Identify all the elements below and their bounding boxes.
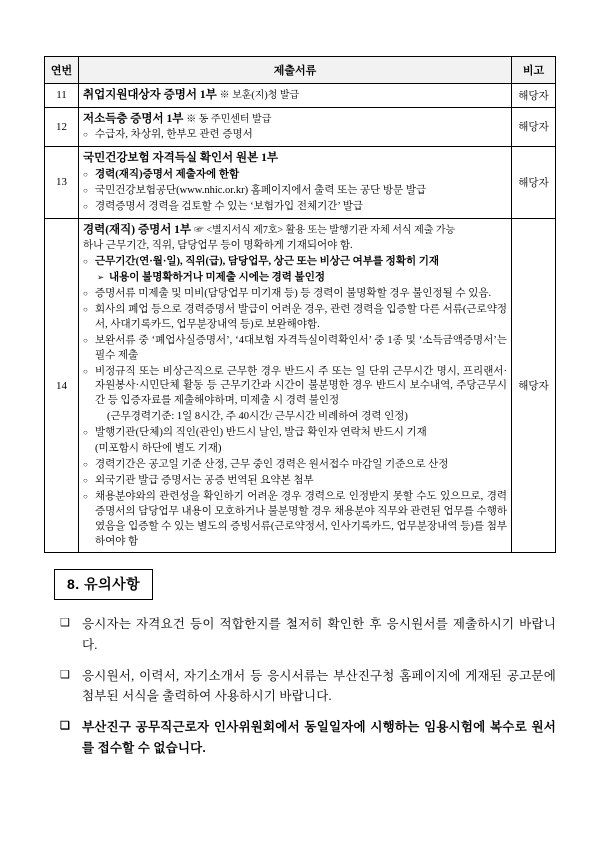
column-header-documents: 제출서류: [79, 57, 512, 84]
column-header-note: 비고: [512, 57, 556, 84]
list-item: [97, 271, 507, 286]
notice-item: [58, 614, 556, 655]
list-item-text: 내용이 불명확하거나 미제출 시에는 경력 불인정: [109, 272, 325, 284]
document-detail-list-2: [83, 287, 507, 409]
checkbox-bullet-icon: ❑: [60, 668, 71, 681]
table-row: [45, 84, 556, 108]
row-documents: [79, 147, 512, 218]
list-item: ○ 발행기관(단체)의 직인(관인) 반드시 날인, 발급 확인자 연락처 반드시 기재: [83, 426, 507, 441]
list-item: ○ 수급자, 차상위, 한부모 관련 증명서: [83, 128, 507, 143]
notice-list: [58, 614, 556, 758]
document-title-note: ※ 동 주민센터 발급: [186, 113, 272, 125]
column-header-no: 연번: [45, 57, 79, 84]
document-detail-list-3: [83, 426, 507, 441]
notice-item: [58, 666, 556, 707]
row-number: 13: [45, 147, 79, 218]
document-title-line: [83, 111, 507, 128]
list-item: [83, 255, 507, 270]
list-item: ○ 채용분야와의 관련성을 확인하기 어려운 경우 경력으로 인정받지 못할 수도 있으므로, 경력증명서의 담당업무 내용이 모호하거나 불분명할 경우 채용분야 직무와 관련된 업무를 수행하였음을 입증할 수 있는 별도의 증빙서류(근로약정서, 인사기록카드, 업무분장내역 등)를 첨부하여야 함: [83, 490, 507, 550]
notice-text: 부산진구 공무직근로자 인사위원회에서 동일일자에 시행하는 임용시험에 복수로 원서를 접수할 수 없습니다.: [82, 720, 556, 755]
table-row: [45, 147, 556, 218]
section-heading-wrap: [54, 569, 556, 600]
row-documents: [79, 84, 512, 108]
document-title: 저소득층 증명서 1부: [83, 112, 184, 125]
notice-item: [58, 717, 556, 758]
table-row: [45, 107, 556, 147]
document-title-line: [83, 222, 507, 239]
row-note: 해당자: [512, 218, 556, 553]
document-title: 취업지원대상자 증명서 1부: [83, 89, 217, 101]
list-item: ○ 경력증명서 경력을 검토할 수 있는 ‘보험가입 전체기간’ 발급: [83, 200, 507, 215]
document-title-line: [83, 150, 507, 167]
table-row: [45, 218, 556, 553]
section-heading: 8. 유의사항: [54, 569, 153, 600]
submission-documents-table: [44, 56, 556, 553]
list-item: ○ 비정규직 또는 비상근직으로 근무한 경우 반드시 주 또는 일 단위 근무시간 명시, 프리랜서·자원봉사·시민단체 활동 등 근무기간과 시간이 불분명한 경우 반드시 보수내역, 주당근무시간 등 입증자료를 제출해야하며, 미제출 시 경력 불인정: [83, 365, 507, 410]
list-item: ○ 경력기간은 공고일 기준 산정, 근무 중인 경력은 원서접수 마감일 기준으로 산정: [83, 458, 507, 473]
list-item: ○ 회사의 폐업 등으로 경력증명서 발급이 어려운 경우, 관련 경력을 입증할 다른 서류(근로약정서, 사대기록카드, 업무분장내역 등)로 보완해야함.: [83, 303, 507, 333]
document-detail-list-4: [83, 458, 507, 549]
document-title-note: ※ 보훈(지)청 발급: [219, 90, 300, 101]
list-item: ○ 국민건강보험공단(www.nhic.or.kr) 홈페이지에서 출력 또는 공단 방문 발급: [83, 184, 507, 199]
table-header-row: [45, 57, 556, 84]
document-detail-list: [83, 128, 507, 143]
list-item-text: 근무기간(연·월·일), 직위(급), 담당업무, 상근 또는 비상근 여부를 정확히 기재: [95, 256, 440, 268]
row-number: 11: [45, 84, 79, 108]
list-item: ○ 보완서류 중 ‘폐업사실증명서’, ‘4대보험 자격득실이력확인서’ 중 1종 및 ‘소득금액증명서’는 필수 제출: [83, 334, 507, 364]
seal-note: (미포함시 하단에 별도 기재): [95, 443, 222, 455]
row-number: 14: [45, 218, 79, 553]
work-hours-standard: (근무경력기준: 1일 8시간, 주 40시간/ 근무시간 비례하여 경력 인정): [107, 411, 408, 423]
document-detail-list: [83, 255, 507, 270]
row-number: 12: [45, 107, 79, 147]
document-title: 경력(재직) 증명서 1부: [83, 223, 192, 236]
list-item: ○ 증명서류 미제출 및 미비(담당업무 미기재 등) 등 경력이 불명확할 경우 불인정될 수 있음.: [83, 287, 507, 302]
row-note: 해당자: [512, 147, 556, 218]
row-note: 해당자: [512, 107, 556, 147]
list-item: ○ 외국기관 발급 증명서는 공증 번역된 요약본 첨부: [83, 474, 507, 489]
document-title-note: ☞ <별지서식 제7호> 활용 또는 발행기관 자체 서식 제출 가능: [193, 224, 456, 236]
list-item: [83, 168, 507, 183]
document-title: 국민건강보험 자격득실 확인서 원본 1부: [83, 152, 278, 165]
list-item-text: 경력(재직)증명서 제출자에 한함: [95, 168, 240, 180]
document-sub-list: [83, 271, 507, 286]
notice-text: 응시원서, 이력서, 자기소개서 등 응시서류는 부산진구청 홈페이지에 게재된 공고문에 첨부된 서식을 출력하여 사용하시기 바랍니다.: [82, 668, 556, 704]
row-documents: [79, 107, 512, 147]
notice-text: 응시자는 자격요건 등이 적합한지를 철저히 확인한 후 응시원서를 제출하시기 바랍니다.: [82, 617, 556, 652]
document-preline: 하나 근무기간, 직위, 담당업무 등이 명확하게 기재되어야 함.: [83, 240, 353, 252]
document-detail-list: [83, 168, 507, 215]
checkbox-bullet-icon: ❑: [60, 720, 71, 733]
checkbox-bullet-icon: ❑: [60, 617, 71, 630]
row-note: 해당자: [512, 84, 556, 108]
document-title-line: [83, 87, 507, 104]
row-documents: [79, 218, 512, 553]
